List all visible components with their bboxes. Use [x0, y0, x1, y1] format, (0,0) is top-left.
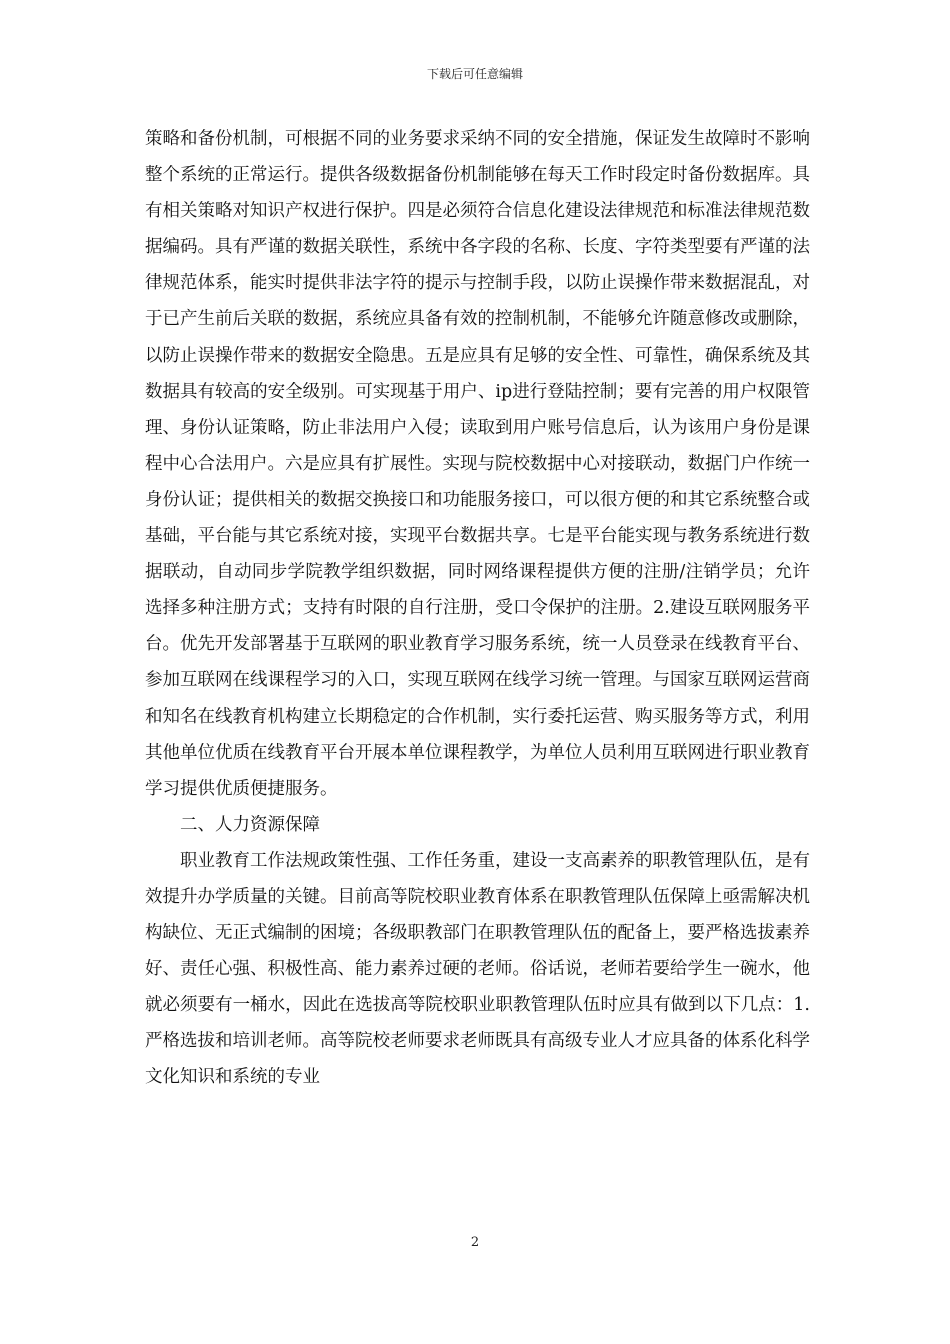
body-paragraph-continued: 策略和备份机制，可根据不同的业务要求采纳不同的安全措施，保证发生故障时不影响整个系统的正常运行。提供各级数据备份机制能够在每天工作时段定时备份数据库。具有相关策略对知识产权进行保护。四是必须符合信息化建设法律规范和标准法律规范数据编码。具有严谨的数据关联性，系统中各字段的名称、长度、字符类型要有严谨的法律规范体系，能实时提供非法字符的提示与控制手段，以防止误操作带来数据混乱，对于已产生前后关联的数据，系统应具备有效的控制机制，不能够允许随意修改或删除，以防止误操作带来的数据安全隐患。五是应具有足够的安全性、可靠性，确保系统及其数据具有较高的安全级别。可实现基于用户、ip进行登陆控制；要有完善的用户权限管理、身份认证策略，防止非法用户入侵；读取到用户账号信息后，认为该用户身份是课程中心合法用户。六是应具有扩展性。实现与院校数据中心对接联动，数据门户作统一身份认证；提供相关的数据交换接口和功能服务接口，可以很方便的和其它系统整合或基础，平台能与其它系统对接，实现平台数据共享。七是平台能实现与教务系统进行数据联动，自动同步学院教学组织数据，同时网络课程提供方便的注册/注销学员；允许选择多种注册方式；支持有时限的自行注册，受口令保护的注册。2.建设互联网服务平台。优先开发部署基于互联网的职业教育学习服务系统，统一人员登录在线教育平台、参加互联网在线课程学习的入口，实现互联网在线学习统一管理。与国家互联网运营商和知名在线教育机构建立长期稳定的合作机制，实行委托运营、购买服务等方式，利用其他单位优质在线教育平台开展本单位课程教学，为单位人员利用互联网进行职业教育学习提供优质便捷服务。 [145, 129, 810, 799]
body-paragraph: 职业教育工作法规政策性强、工作任务重，建设一支高素养的职教管理队伍，是有效提升办学质量的关键。目前高等院校职业教育体系在职教管理队伍保障上亟需解决机构缺位、无正式编制的困境；各级职教部门在职教管理队伍的配备上，要严格选拔素养好、责任心强、积极性高、能力素养过硬的老师。俗话说，老师若要给学生一碗水，他就必须要有一桶水，因此在选拔高等院校职业职教管理队伍时应具有做到以下几点：1.严格选拔和培训老师。高等院校老师要求老师既具有高级专业人才应具备的体系化科学文化知识和系统的专业 [145, 850, 810, 1088]
section-heading: 二、人力资源保障 [180, 814, 320, 835]
page-number: 2 [470, 1235, 480, 1250]
document-body [145, 121, 810, 1096]
page-header: 下载后可任意编辑 [426, 67, 523, 81]
